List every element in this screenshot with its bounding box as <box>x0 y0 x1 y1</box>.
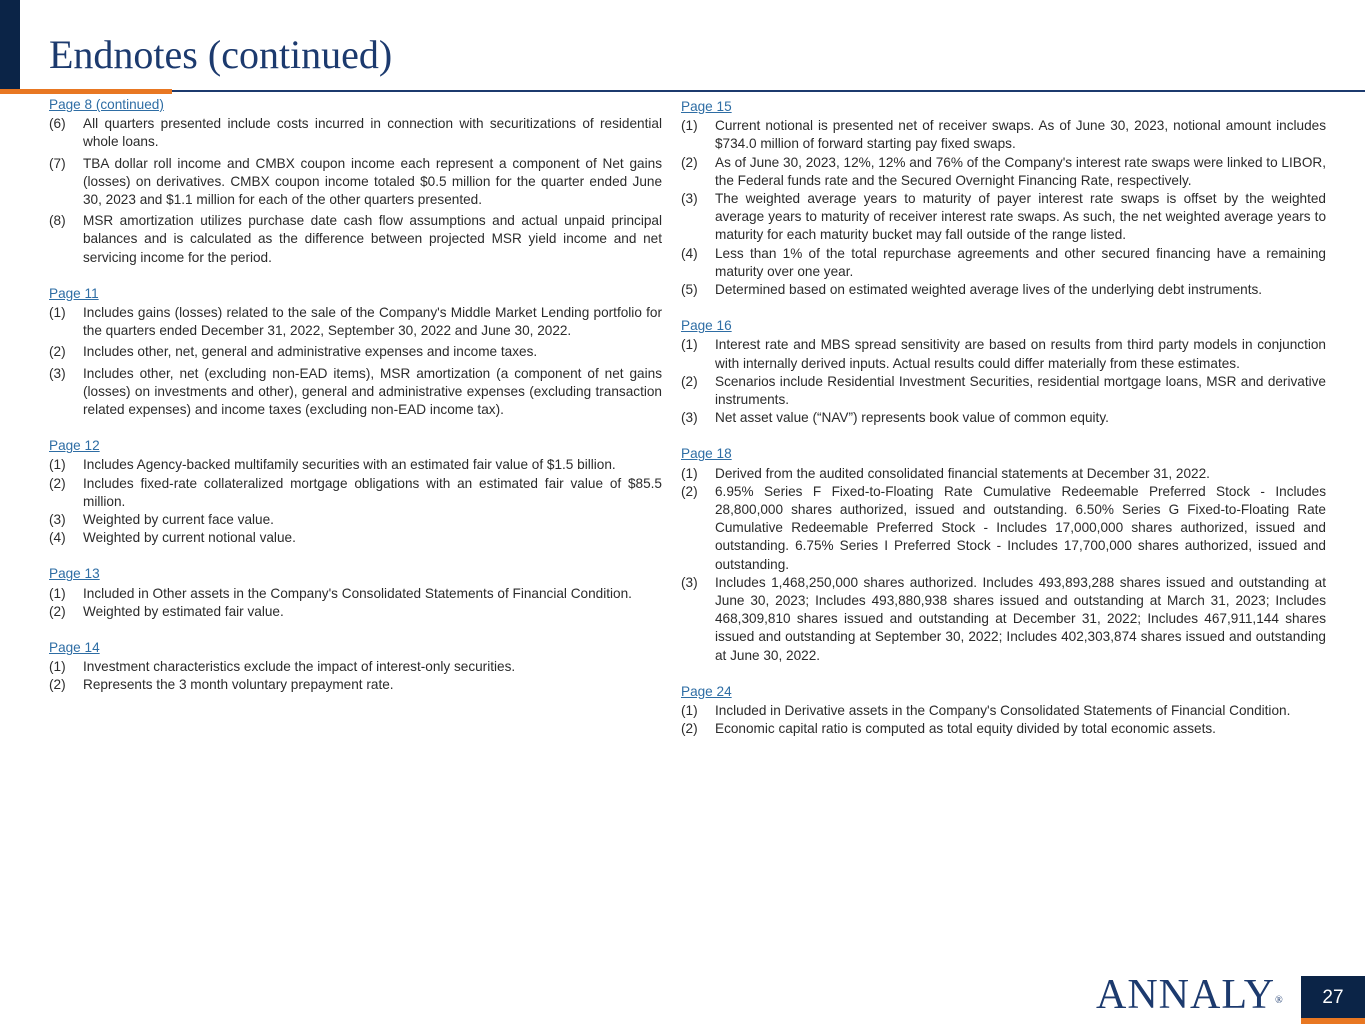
endnote-section-page-15 <box>681 98 1326 299</box>
registered-mark-icon: ® <box>1275 995 1284 1006</box>
endnote-section-page-13 <box>49 565 662 621</box>
endnote-item <box>49 343 662 361</box>
endnote-number: (1) <box>681 337 698 353</box>
endnote-text: The weighted average years to maturity of payer interest rate swaps is offset by the weighted average years to maturity of receiver interest rate swaps. As such, the net weighted average years to maturity for each maturity bucket may fall outside of the range listed. <box>715 191 1326 243</box>
section-link-page-8[interactable]: Page 8 (continued) <box>49 97 164 112</box>
endnote-item <box>49 511 662 529</box>
endnote-item <box>681 245 1326 281</box>
endnote-item <box>681 574 1326 665</box>
page-number: 27 <box>1301 976 1365 1024</box>
endnote-text: Weighted by estimated fair value. <box>83 603 284 619</box>
endnote-section-page-18 <box>681 445 1326 664</box>
endnote-number: (2) <box>49 475 66 491</box>
endnote-number: (2) <box>681 154 698 170</box>
endnote-text: Includes other, net, general and administrative expenses and income taxes. <box>83 344 538 360</box>
endnote-item <box>49 475 662 511</box>
endnote-text: All quarters presented include costs incurred in connection with securitizations of residential whole loans. <box>83 116 662 150</box>
left-column <box>49 96 662 713</box>
endnote-item <box>49 529 662 547</box>
endnote-item <box>49 603 662 621</box>
endnote-number: (2) <box>681 483 698 499</box>
endnote-text: Scenarios include Residential Investment Securities, residential mortgage loans, MSR and derivative instruments. <box>715 373 1326 408</box>
endnote-number: (1) <box>681 118 698 134</box>
endnote-item <box>681 336 1326 372</box>
endnote-item <box>49 585 662 603</box>
endnote-number: (1) <box>49 305 66 321</box>
endnote-text: Less than 1% of the total repurchase agreements and other secured financing have a remaining maturity over one year. <box>715 245 1326 279</box>
endnote-text: Weighted by current face value. <box>83 512 274 528</box>
endnote-item <box>49 658 662 676</box>
endnote-section-page-12 <box>49 437 662 547</box>
endnote-text: Included in Derivative assets in the Company's Consolidated Statements of Financial Condition. <box>715 703 1291 719</box>
endnote-item <box>681 190 1326 245</box>
endnote-number: (3) <box>681 191 698 207</box>
endnote-number: (1) <box>49 659 66 675</box>
endnote-text: Interest rate and MBS spread sensitivity are based on results from third party models in conjunction with internally derived inputs. Actual results could differ materially from these estimates. <box>715 337 1326 371</box>
endnote-item <box>681 720 1326 738</box>
endnote-section-page-14 <box>49 639 662 695</box>
endnote-number: (3) <box>49 365 66 381</box>
header-accent-bar <box>0 0 20 90</box>
endnote-number: (1) <box>681 465 698 481</box>
endnote-text: Included in Other assets in the Company's Consolidated Statements of Financial Condition. <box>83 585 632 601</box>
endnote-text: Includes 1,468,250,000 shares authorized. Includes 493,893,288 shares issued and outstanding at June 30, 2023; Includes 493,880,938 shares issued and outstanding at March 31, 2023; Includes 468,309,810 shares issued and outstanding at December 31, 2022; Includes 467,911,144 shares issued and outstanding at September 30, 2022; Includes 402,303,874 shares issued and outstanding at June 30, 2022. <box>715 574 1326 663</box>
endnote-number: (2) <box>681 721 698 737</box>
endnote-number: (2) <box>681 373 698 389</box>
endnote-item <box>681 281 1326 299</box>
endnote-item <box>681 373 1326 409</box>
header-divider-accent <box>0 89 172 94</box>
endnote-text: Determined based on estimated weighted average lives of the underlying debt instruments. <box>715 282 1263 298</box>
section-link-page-13[interactable]: Page 13 <box>49 566 100 582</box>
endnote-item <box>681 409 1326 427</box>
endnote-number: (2) <box>49 344 66 360</box>
endnote-text: Investment characteristics exclude the impact of interest-only securities. <box>83 659 516 675</box>
company-logo <box>1096 970 1284 1020</box>
endnote-number: (4) <box>49 530 66 546</box>
endnote-text: Includes gains (losses) related to the sale of the Company's Middle Market Lending portfolio for the quarters ended December 31, 2022, September 30, 2022 and June 30, 2022. <box>83 305 662 339</box>
endnote-item <box>49 212 662 267</box>
endnote-item <box>49 304 662 340</box>
endnote-item <box>49 155 662 210</box>
endnote-text: Derived from the audited consolidated financial statements at December 31, 2022. <box>715 465 1210 481</box>
endnote-item <box>49 676 662 694</box>
endnote-section-page-11 <box>49 285 662 419</box>
endnote-number: (1) <box>49 457 66 473</box>
endnote-item <box>681 117 1326 153</box>
endnote-number: (1) <box>49 585 66 601</box>
endnote-text: Weighted by current notional value. <box>83 530 296 546</box>
section-link-page-16[interactable]: Page 16 <box>681 318 732 334</box>
section-link-page-24[interactable]: Page 24 <box>681 683 732 699</box>
section-link-page-14[interactable]: Page 14 <box>49 640 100 656</box>
section-link-page-12[interactable]: Page 12 <box>49 438 100 454</box>
page-title: Endnotes (continued) <box>49 32 393 77</box>
endnote-number: (2) <box>49 677 66 693</box>
endnote-item <box>49 456 662 474</box>
endnote-number: (3) <box>681 410 698 426</box>
right-column <box>681 98 1326 757</box>
endnote-number: (5) <box>681 282 698 298</box>
endnote-text: TBA dollar roll income and CMBX coupon income each represent a component of Net gains (losses) on derivatives. CMBX coupon income totaled $0.5 million for the quarter ended June 30, 2023 and $1.1 million for each of the other quarters presented. <box>83 155 662 208</box>
endnote-text: Net asset value (“NAV”) represents book value of common equity. <box>715 410 1109 426</box>
endnote-item <box>681 483 1326 574</box>
endnote-item <box>681 702 1326 720</box>
endnote-section-page-16 <box>681 317 1326 427</box>
endnote-number: (1) <box>681 703 698 719</box>
endnote-text: Includes fixed-rate collateralized mortgage obligations with an estimated fair value of $85.5 million. <box>83 475 662 509</box>
endnote-section-page-24 <box>681 683 1326 739</box>
endnote-item <box>49 115 662 151</box>
endnote-text: 6.95% Series F Fixed-to-Floating Rate Cumulative Redeemable Preferred Stock - Includes 28,800,000 shares authorized, issued and outstanding. 6.50% Series G Fixed-to-Floating Rate Cumulative Redeemable Preferred Stock - Includes 17,000,000 shares authorized, issued and outstanding. 6.75% Series I Preferred Stock - Includes 17,700,000 shares authorized, issued and outstanding. <box>715 483 1326 572</box>
endnote-item <box>681 154 1326 190</box>
section-link-page-15[interactable]: Page 15 <box>681 99 732 114</box>
endnote-number: (3) <box>681 574 698 590</box>
section-link-page-11[interactable]: Page 11 <box>49 285 99 301</box>
endnote-number: (4) <box>681 245 698 261</box>
endnote-number: (6) <box>49 116 66 132</box>
page-number-accent <box>1301 1018 1365 1024</box>
endnote-item <box>49 365 662 420</box>
endnote-number: (8) <box>49 213 66 229</box>
endnote-text: Includes Agency-backed multifamily securities with an estimated fair value of $1.5 billion. <box>83 457 616 473</box>
endnote-number: (3) <box>49 512 66 528</box>
endnote-item <box>681 465 1326 483</box>
endnote-number: (2) <box>49 603 66 619</box>
endnote-text: Economic capital ratio is computed as total equity divided by total economic assets. <box>715 721 1216 737</box>
endnote-text: Includes other, net (excluding non-EAD items), MSR amortization (a component of net gains (losses) on investments and other), general and administrative expenses (excluding transaction related expenses) and income taxes (excluding non-EAD income tax). <box>83 365 662 418</box>
header-divider <box>0 90 1365 92</box>
section-link-page-18[interactable]: Page 18 <box>681 446 732 462</box>
endnote-text: Current notional is presented net of receiver swaps. As of June 30, 2023, notional amount includes $734.0 million of forward starting pay fixed swaps. <box>715 118 1326 152</box>
endnote-text: As of June 30, 2023, 12%, 12% and 76% of the Company's interest rate swaps were linked to LIBOR, the Federal funds rate and the Secured Overnight Financing Rate, respectively. <box>715 154 1326 188</box>
endnote-number: (7) <box>49 155 66 171</box>
logo-wordmark: ANNALY <box>1096 972 1276 1018</box>
endnote-text: Represents the 3 month voluntary prepayment rate. <box>83 677 394 693</box>
endnote-text: MSR amortization utilizes purchase date cash flow assumptions and actual unpaid principal balances and is calculated as the difference between projected MSR yield income and net servicing income for the period. <box>83 213 662 265</box>
endnote-section-page-8 <box>49 96 662 267</box>
